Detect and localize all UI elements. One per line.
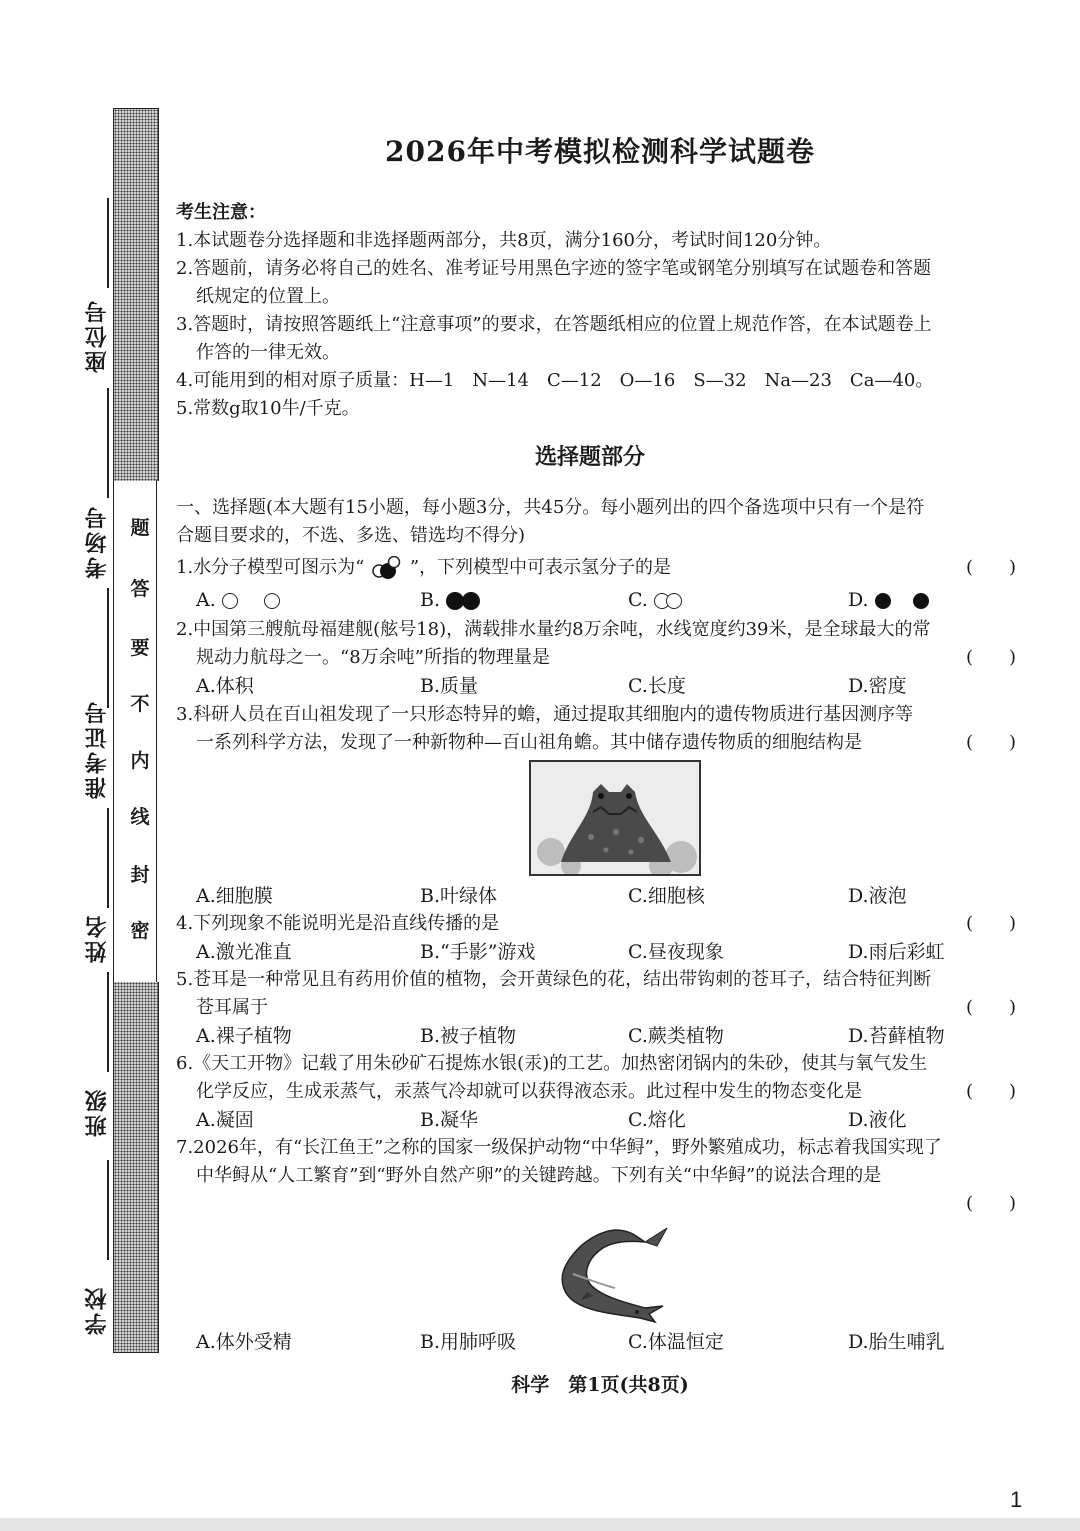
notice-item: 2.答题前，请务必将自己的姓名、准考证号用黑色字迹的签字笔或钢笔分别填写在试题卷和答题 (176, 258, 932, 279)
question-3-option-d[interactable]: D.液泡 (848, 885, 907, 907)
question-4-option-c[interactable]: C.昼夜现象 (628, 941, 724, 963)
water-molecule-icon (370, 556, 404, 580)
seat-number-label: 座位号 (84, 298, 110, 374)
answer-blank[interactable]: ( ) (966, 1081, 1017, 1102)
student-name-label: 姓名 (84, 913, 110, 963)
answer-blank[interactable]: ( ) (966, 647, 1017, 668)
question-2-stem: 规动力航母之一。“8万余吨”所指的物理量是 (196, 647, 550, 668)
option-label: A. (196, 589, 216, 611)
hydrogen-atom-icon (264, 593, 280, 609)
question-7-option-d[interactable]: D.胎生哺乳 (848, 1331, 945, 1353)
notice-item: 作答的一律无效。 (196, 342, 340, 363)
question-4-stem: 4.下列现象不能说明光是沿直线传播的是 (176, 913, 500, 934)
part-intro: 合题目要求的，不选、多选、错选均不得分) (176, 525, 526, 546)
seal-char: 线 (130, 806, 150, 828)
seat-number-blank[interactable] (107, 198, 109, 288)
hydrogen-atom-icon (222, 593, 238, 609)
page-number: 1 (1010, 1487, 1023, 1512)
question-3-option-c[interactable]: C.细胞核 (628, 885, 705, 907)
notice-item: 4.可能用到的相对原子质量：H—1 N—14 C—12 O—16 S—32 Na—23 Ca—40。 (176, 370, 934, 391)
question-7-option-c[interactable]: C.体温恒定 (628, 1331, 724, 1353)
sturgeon-picture (545, 1222, 675, 1324)
notice-item: 1.本试题卷分选择题和非选择题两部分，共8页，满分160分，考试时间120分钟。 (176, 230, 832, 251)
question-1-option-b[interactable] (420, 588, 480, 612)
question-6-option-c[interactable]: C.熔化 (628, 1109, 686, 1131)
seal-char: 内 (130, 750, 150, 772)
question-1-stem (176, 556, 671, 580)
binding-line-right (156, 480, 157, 982)
question-7-option-a[interactable]: A.体外受精 (196, 1331, 292, 1353)
seal-char: 题 (130, 517, 150, 539)
bottom-edge (0, 1518, 1080, 1531)
answer-blank[interactable]: ( ) (966, 732, 1017, 753)
question-5-stem: 5.苍耳是一种常见且有药用价值的植物，会开黄绿色的花，结出带钩刺的苍耳子，结合特征判断 (176, 969, 932, 990)
school-blank[interactable] (107, 1160, 109, 1260)
exam-title: 2026年中考模拟检测科学试题卷 (385, 135, 815, 168)
question-3-option-a[interactable]: A.细胞膜 (196, 885, 273, 907)
option-label: B. (420, 589, 441, 611)
question-1-option-c[interactable] (628, 588, 682, 612)
question-5-option-c[interactable]: C.蕨类植物 (628, 1025, 724, 1047)
class-blank[interactable] (107, 972, 109, 1072)
answer-blank[interactable]: ( ) (966, 913, 1017, 934)
filled-atom-icon (875, 593, 891, 609)
question-7-option-b[interactable]: B.用肺呼吸 (420, 1331, 517, 1353)
question-1-option-a[interactable] (196, 588, 280, 612)
exam-id-label: 准考证号 (84, 699, 110, 799)
question-4-option-a[interactable]: A.激光准直 (196, 941, 292, 963)
question-3-stem: 3.科研人员在百山祖发现了一只形态特异的蟾，通过提取其细胞内的遗传物质进行基因测序等 (176, 704, 914, 725)
question-6-stem: 化学反应，生成汞蒸气，汞蒸气冷却就可以获得液态汞。此过程中发生的物态变化是 (196, 1081, 862, 1102)
question-5-option-b[interactable]: B.被子植物 (420, 1025, 517, 1047)
answer-blank[interactable]: ( ) (966, 1193, 1017, 1214)
part-intro: 一、选择题(本大题有15小题，每小题3分，共45分。每小题列出的四个备选项中只有一个是符 (176, 497, 925, 518)
question-3-stem: 一系列科学方法，发现了一种新物种—百山祖角蟾。其中储存遗传物质的细胞结构是 (196, 732, 862, 753)
question-6-option-d[interactable]: D.液化 (848, 1109, 907, 1131)
question-5-stem: 苍耳属于 (196, 997, 268, 1018)
binding-hatch-top (113, 108, 159, 481)
filled-atom-icon (913, 593, 929, 609)
question-6-option-b[interactable]: B.凝华 (420, 1109, 479, 1131)
question-6-option-a[interactable]: A.凝固 (196, 1109, 254, 1131)
question-1-stem-pre: 1.水分子模型可图示为“ (176, 557, 365, 578)
question-1-stem-post: ”，下列模型中可表示氢分子的是 (409, 557, 672, 578)
answer-blank[interactable]: ( ) (966, 557, 1017, 578)
school-label: 学校 (84, 1285, 110, 1335)
question-7-stem: 7.2026年，有“长江鱼王”之称的国家一级保护动物“中华鲟”，野外繁殖成功，标志着我国实现了 (176, 1137, 942, 1158)
notice-item: 纸规定的位置上。 (196, 286, 340, 307)
notice-item: 3.答题时，请按照答题纸上“注意事项”的要求，在答题纸相应的位置上规范作答，在本试题卷上 (176, 314, 932, 335)
seal-char: 密 (130, 920, 150, 942)
name-blank[interactable] (107, 808, 109, 908)
exam-id-blank[interactable] (107, 588, 109, 708)
filled-atom-icon (462, 592, 480, 610)
exam-room-label: 考场号 (84, 504, 110, 580)
seal-char: 要 (130, 637, 150, 659)
hydrogen-atom-icon (666, 593, 682, 609)
question-1-option-d[interactable] (848, 588, 929, 612)
page-footer: 科学 第1页(共8页) (511, 1374, 689, 1396)
class-label: 班级 (84, 1087, 110, 1137)
question-5-option-a[interactable]: A.裸子植物 (196, 1025, 292, 1047)
seal-char: 不 (130, 693, 150, 715)
option-label: C. (628, 589, 648, 611)
seal-char: 答 (130, 578, 150, 600)
question-3-option-b[interactable]: B.叶绿体 (420, 885, 498, 907)
question-7-stem: 中华鲟从“人工繁育”到“野外自然产卵”的关键跨越。下列有关“中华鲟”的说法合理的是 (196, 1165, 882, 1186)
question-5-option-d[interactable]: D.苔藓植物 (848, 1025, 945, 1047)
question-6-stem: 6.《天工开物》记载了用朱砂矿石提炼水银(汞)的工艺。加热密闭锅内的朱砂，使其与氧气发生 (176, 1053, 928, 1074)
question-4-option-b[interactable]: B.“手影”游戏 (420, 941, 536, 963)
notice-heading: 考生注意： (176, 202, 266, 223)
question-2-option-b[interactable]: B.质量 (420, 675, 479, 697)
question-2-option-d[interactable]: D.密度 (848, 675, 907, 697)
option-label: D. (848, 589, 869, 611)
section-title: 选择题部分 (534, 444, 645, 470)
seal-char: 封 (130, 864, 150, 886)
question-4-option-d[interactable]: D.雨后彩虹 (848, 941, 945, 963)
question-2-option-a[interactable]: A.体积 (196, 675, 254, 697)
toad-photo (529, 760, 701, 876)
question-2-option-c[interactable]: C.长度 (628, 675, 686, 697)
answer-blank[interactable]: ( ) (966, 997, 1017, 1018)
exam-room-blank[interactable] (107, 388, 109, 498)
notice-item: 5.常数g取10牛/千克。 (176, 398, 360, 419)
question-2-stem: 2.中国第三艘航母福建舰(舷号18)，满载排水量约8万余吨，水线宽度约39米，是全球最大的常 (176, 619, 931, 640)
